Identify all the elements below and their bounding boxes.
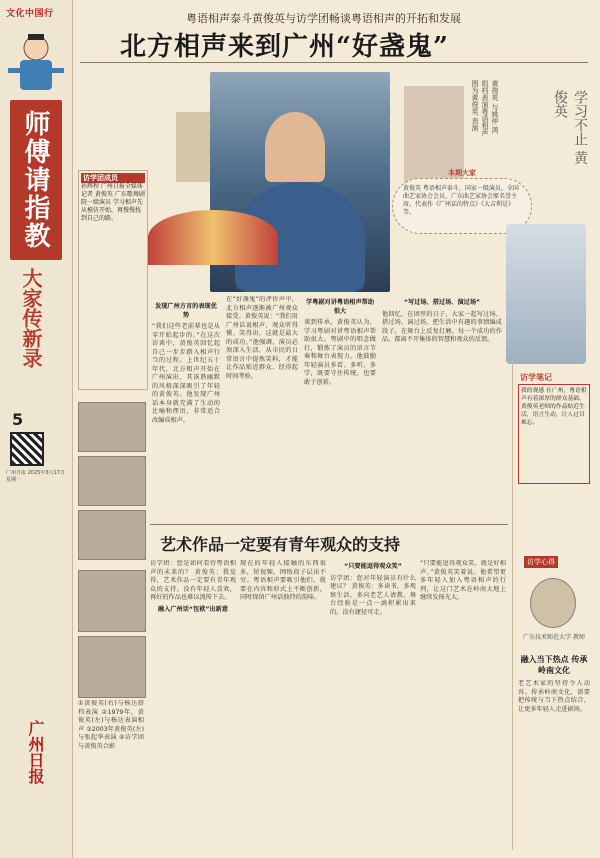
article-text-3: 谈到传承，黄俊英认为，学习粤剧对讲粤语相声帮助很大。粤剧中的唱念做打，锻炼了演员的语言节奏和舞台表现力。他鼓励年轻演员多看、多听、多学，既要守住传统，也要敢于创新。: [304, 319, 376, 386]
bottom-text-d: “只要能逗得观众笑，就是好相声。”黄俊英笑着说。他希望更多年轻人加入粤语相声的行列，让这门艺术在岭南大地上继续发扬光大。: [420, 560, 506, 601]
divider: [80, 62, 588, 63]
bottom-col-a: [150, 560, 236, 850]
article-text-1: “我们这些老前辈也是从零开始起步的。”在这次访谈中，黄俊英回忆起自己一步步踏入相声行当的过程。上世纪五十年代，北方相声开始在广州演出，其诙谐幽默的风格深深吸引了年轻的黄俊英。他发现广州话本身就充满了生动的比喻和俚语，非常适合改编成相声。: [152, 323, 220, 424]
article-col-2: [226, 296, 298, 520]
interview-body: 孙辉程 广州日报全媒体记者 黄俊英 广东歌舞剧院一级演员 学习相声先从模仿开始，再慢慢找到自己的路。: [81, 183, 145, 222]
section-subtitle: 大家传新录: [19, 268, 43, 368]
archive-photo-4: [78, 570, 146, 632]
subhead-third: “写过场、搭过场、演过场”: [403, 299, 481, 306]
subhead-bottom-2: “只要能逗得观众笑”: [344, 563, 402, 570]
bio-box: 黄俊英 粤语相声泰斗，国家一级演员，全国曲艺家协会会员，广东曲艺家协会原名誉主席。代表作《广州话的特点》《大吉利是》等。: [392, 178, 532, 234]
brand-logo: 文化中国行: [6, 9, 54, 19]
article-text-2: 在“好盏鬼”的评价声中，北方相声逐渐被广州观众接受。黄俊英说：“我们用广州话说相声，观众听得懂、笑得出，这就是最大的成功。”他强调，演员必须深入生活，从市民的日常语言中提炼笑料，才能让作品贴近群众、经得起时间考验。: [226, 296, 298, 380]
article-text-4: 他回忆，在团里的日子，大家一起写过场、搭过场、演过场，把生活中有趣的事情编成段子，在舞台上反复打磨。每一个成功的作品，都离不开集体的智慧和观众的反馈。: [382, 310, 502, 343]
interview-tag: 访学团成员: [81, 173, 145, 183]
page-headline: 北方相声来到广州“好盏鬼”: [120, 32, 449, 62]
article-col-3: [304, 296, 376, 520]
bottom-text-b: 现在的年轻人接触的东西很多，短视频、网络段子层出不穷。粤语相声要吸引他们，就要在内容和形式上不断创新，同时保留广州话独特的韵味。: [240, 560, 326, 601]
face-shape: [265, 112, 325, 182]
right-column-title: 访学笔记: [520, 373, 552, 382]
subhead-second: 学粤剧对讲粤语相声帮助很大: [305, 299, 375, 315]
subhead-bottom: 融入广州话“包袱”出新意: [157, 605, 228, 613]
photo-captions-bottom: ①黄俊英(右)与杨达搭档表演 ②1979年，黄俊英(左)与杨达表演相声 ③2003年黄俊英(左)与张起华表演 ④访学团与黄俊英合影: [78, 700, 144, 750]
right-tag: 访学心得: [524, 556, 558, 568]
bottom-col-d: [420, 560, 506, 850]
archive-photo-1: [78, 402, 146, 452]
article-col-1: [152, 300, 220, 520]
duo-performers-photo: [506, 224, 586, 364]
bottom-text-a: 访学团：您是如何看待粤语相声的未来的？ 黄俊英：我觉得，艺术作品一定要有青年观众的支持。没有年轻人喜欢，再好的作品也难以流传下去。: [150, 560, 236, 601]
page-number: 5: [12, 410, 24, 429]
article-col-4: [382, 296, 502, 520]
newspaper-logo: 广州日报: [26, 720, 45, 784]
bottom-col-c: [330, 560, 416, 850]
archive-photo-2: [78, 456, 146, 506]
archive-photo-5: [78, 636, 146, 698]
qr-code-icon[interactable]: [10, 432, 44, 466]
subhead-intro: 发现广州方言的表现优势: [155, 303, 217, 319]
second-headline: 艺术作品一定要有青年观众的支持: [160, 535, 401, 554]
section-title: 师傅请指教: [20, 110, 50, 250]
author-name: 广东技术师范大学 教师: [523, 634, 585, 641]
right-notes-box: 我的观感 在广州，粤语相声有着深厚的群众基础。黄俊英老师的作品贴近生活，语言生动，让人过目难忘。: [518, 384, 590, 484]
bio-tag: 本期大家: [448, 169, 476, 177]
kicker: 粤语相声泰斗黄俊英与访学团畅谈粤语相声的开拓和发展: [186, 12, 461, 25]
divider: [150, 524, 508, 525]
opera-photo: [148, 210, 278, 265]
interview-box: [78, 170, 148, 390]
photo-caption-top: 黄俊英 与姚仲 鸿组档表演粤语相声 图为黄俊英 表演: [471, 80, 499, 136]
mascot-illustration: [6, 28, 66, 98]
right-body: 老艺术家的坚持令人动容。传承岭南文化，需要把传统与当下热点结合，让更多年轻人走进剧场。: [518, 680, 590, 713]
archive-photo-3: [78, 510, 146, 560]
bottom-text-c: 访学团：您对年轻演员有什么建议？ 黄俊英：多读书，多观察生活，多向老艺人请教。舞台经验是一点一滴积累出来的，没有捷径可走。: [330, 574, 416, 616]
calligraphy-signature: 学习不止 黄俊英: [552, 90, 588, 165]
right-headline: 融入当下热点 传承岭南文化: [520, 654, 588, 675]
bottom-col-b: [240, 560, 326, 850]
left-news-snippet: 广州日报 2025年3月17日 星期一: [6, 470, 65, 483]
author-portrait: [530, 578, 576, 628]
